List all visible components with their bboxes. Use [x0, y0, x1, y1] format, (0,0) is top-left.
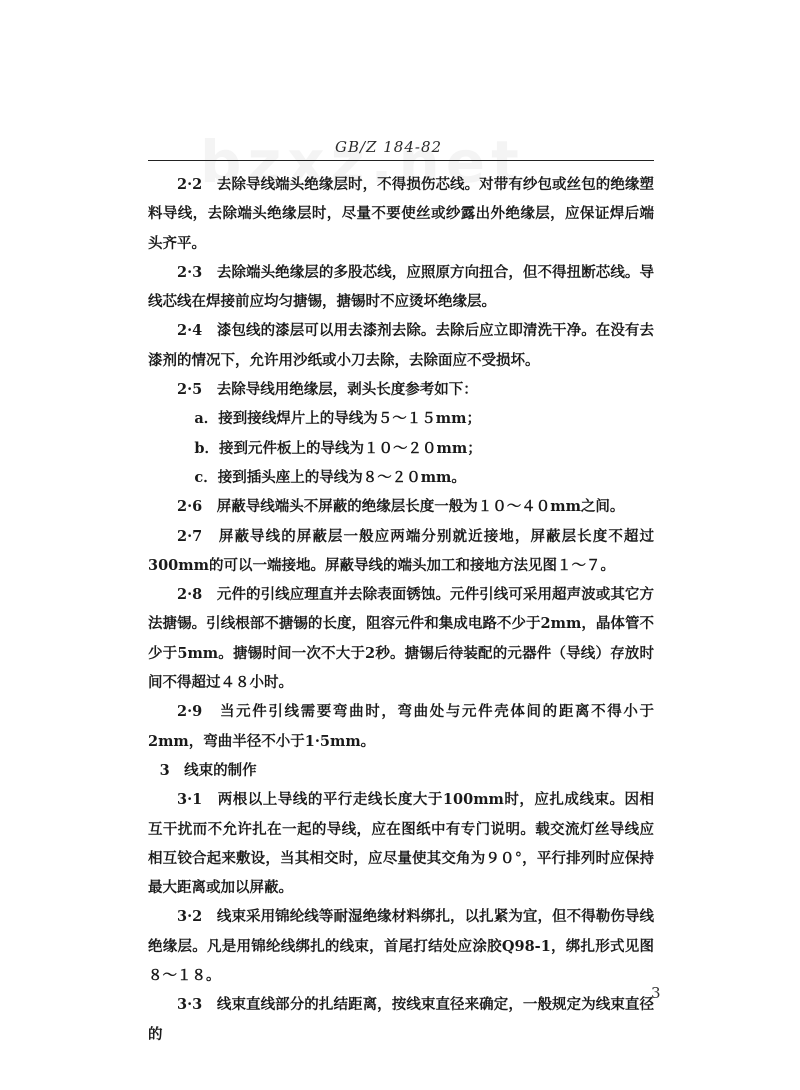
- list-item-c: c．接到插头座上的导线为８～２０mm。: [194, 468, 466, 486]
- paragraph-2-3: 2·3 去除端头绝缘层的多股芯线，应照原方向扭合，但不得扭断芯线。导线芯线在焊接前应均匀搪锡，搪锡时不应烫坏绝缘层。: [148, 263, 654, 311]
- paragraph-2-2: 2·2 去除导线端头绝缘层时，不得损伤芯线。对带有纱包或丝包的绝缘塑料导线，去除端头绝缘层时，尽量不要使丝或纱露出外绝缘层，应保证焊后端头齐平。: [148, 176, 654, 252]
- paragraph-3-1: 3·1 两根以上导线的平行走线长度大于100mm时，应扎成线束。因相互干扰而不允许扎在一起的导线，应在图纸中有专门说明。载交流灯丝导线应相互铰合起来敷设，当其相交时，应尽量使其交角为９０°，平行排列时应保持最大距离或加以屏蔽。: [148, 791, 654, 897]
- paragraph-2-8: 2·8 元件的引线应理直并去除表面锈蚀。元件引线可采用超声波或其它方法搪锡。引线根部不搪锡的长度，阻容元件和集成电路不少于2mm，晶体管不少于5mm。搪锡时间一次不大于2秒。搪锡后待装配的元器件（导线）存放时间不得超过４８小时。: [148, 586, 654, 692]
- header-rule: [148, 160, 654, 161]
- paragraph-3-2: 3·2 线束采用锦纶线等耐湿绝缘材料绑扎，以扎紧为宜，但不得勒伤导线绝缘层。凡是用锦纶线绑扎的线束，首尾打结处应涂胶Q98-1，绑扎形式见图８～１８。: [148, 908, 654, 985]
- paragraph-2-7: 2·7 屏蔽导线的屏蔽层一般应两端分别就近接地，屏蔽层长度不超过300mm的可以一端接地。屏蔽导线的端头加工和接地方法见图１～７。: [148, 527, 654, 574]
- paragraph-2-5: 2·5 去除导线用绝缘层，剥头长度参考如下：: [177, 381, 478, 399]
- paragraph-2-6: 2·6 屏蔽导线端头不屏蔽的绝缘层长度一般为１０～４０mm之间。: [177, 498, 625, 516]
- document-body: [148, 170, 654, 1049]
- document-code-header: GB/Z 184-82: [335, 138, 443, 156]
- paragraph-3-3: 3·3 线束直线部分的扎结距离，按线束直径来确定，一般规定为线束直径的: [148, 996, 654, 1043]
- list-item-b: b．接到元件板上的导线为１０～２０mm；: [194, 439, 482, 457]
- page-number: 3: [651, 984, 661, 1002]
- section-heading-3: 3 线束的制作: [159, 761, 257, 779]
- paragraph-2-9: 2·9 当元件引线需要弯曲时，弯曲处与元件壳体间的距离不得小于2mm，弯曲半径不小于1·5mm。: [148, 703, 654, 750]
- list-item-a: a．接到接线焊片上的导线为５～１５mm；: [194, 410, 481, 428]
- paragraph-2-4: 2·4 漆包线的漆层可以用去漆剂去除。去除后应立即清洗干净。在没有去漆剂的情况下，允许用沙纸或小刀去除，去除面应不受损坏。: [148, 322, 654, 369]
